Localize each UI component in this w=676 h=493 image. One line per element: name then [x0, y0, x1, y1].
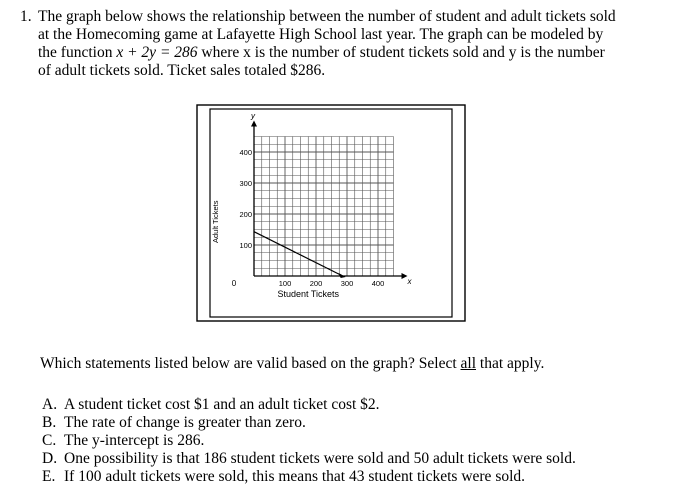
- y-tick-label: 100: [239, 241, 252, 250]
- choice-letter: A.: [42, 396, 58, 413]
- x-tick-label: 400: [371, 279, 385, 288]
- choice-text: The y-intercept is 286.: [64, 432, 205, 449]
- choice-letter: C.: [42, 432, 57, 449]
- choice-a[interactable]: [42, 396, 576, 414]
- choice-text: The rate of change is greater than zero.: [64, 414, 306, 431]
- problem-line-3-end: where x is the number of student tickets sold and y is the number: [197, 44, 605, 61]
- choice-letter: B.: [42, 414, 57, 431]
- choice-text: A student ticket cost $1 and an adult ticket cost $2.: [64, 396, 380, 413]
- ticket-graph: [196, 104, 466, 322]
- question-emphasis: all: [460, 355, 477, 372]
- problem-number: 1.: [20, 8, 32, 25]
- choice-text: If 100 adult tickets were sold, this means that 43 student tickets were sold.: [64, 468, 526, 485]
- choice-c[interactable]: [42, 432, 576, 450]
- problem-line-4: of adult tickets sold. Ticket sales totaled $286.: [38, 62, 326, 79]
- choice-text: One possibility is that 186 student tickets were sold and 50 adult tickets were sold.: [64, 450, 576, 467]
- y-axis-arrow: [251, 121, 257, 127]
- y-tick-label: 400: [239, 148, 252, 157]
- problem-line-3-start: the function: [38, 44, 117, 61]
- question-text-start: Which statements listed below are valid based on the graph? Select: [40, 355, 461, 372]
- grid: [254, 137, 394, 277]
- y-axis-title: Adult Tickets: [211, 200, 220, 244]
- choice-letter: E.: [42, 468, 56, 485]
- y-axis-letter: y: [251, 111, 255, 121]
- question-text-end: that apply.: [476, 355, 545, 372]
- choice-letter: D.: [42, 450, 58, 467]
- answer-choices: [42, 396, 576, 486]
- x-axis-letter: x: [407, 277, 412, 286]
- x-tick-label: 100: [278, 279, 292, 288]
- choice-b[interactable]: [42, 414, 576, 432]
- question-prompt: [40, 355, 544, 373]
- problem-line-3: [38, 44, 660, 62]
- x-tick-label: 200: [309, 279, 323, 288]
- problem-text: [38, 8, 660, 80]
- problem-line-1: The graph below shows the relationship between the number of student and adult tickets sold: [38, 8, 616, 25]
- origin-label: 0: [231, 279, 237, 288]
- x-tick-label: 300: [340, 279, 354, 288]
- problem-line-2: at the Homecoming game at Lafayette High School last year. The graph can be modeled by: [38, 26, 604, 43]
- data-series: [254, 232, 346, 278]
- x-axis-title: Student Tickets: [277, 289, 340, 299]
- problem-statement: [20, 8, 660, 80]
- choice-d[interactable]: [42, 450, 576, 468]
- graph: [196, 104, 466, 322]
- choice-e[interactable]: [42, 468, 576, 486]
- series-line: [254, 232, 343, 276]
- y-tick-label: 200: [239, 210, 252, 219]
- equation: x + 2y = 286: [116, 44, 198, 61]
- y-tick-label: 300: [239, 179, 252, 188]
